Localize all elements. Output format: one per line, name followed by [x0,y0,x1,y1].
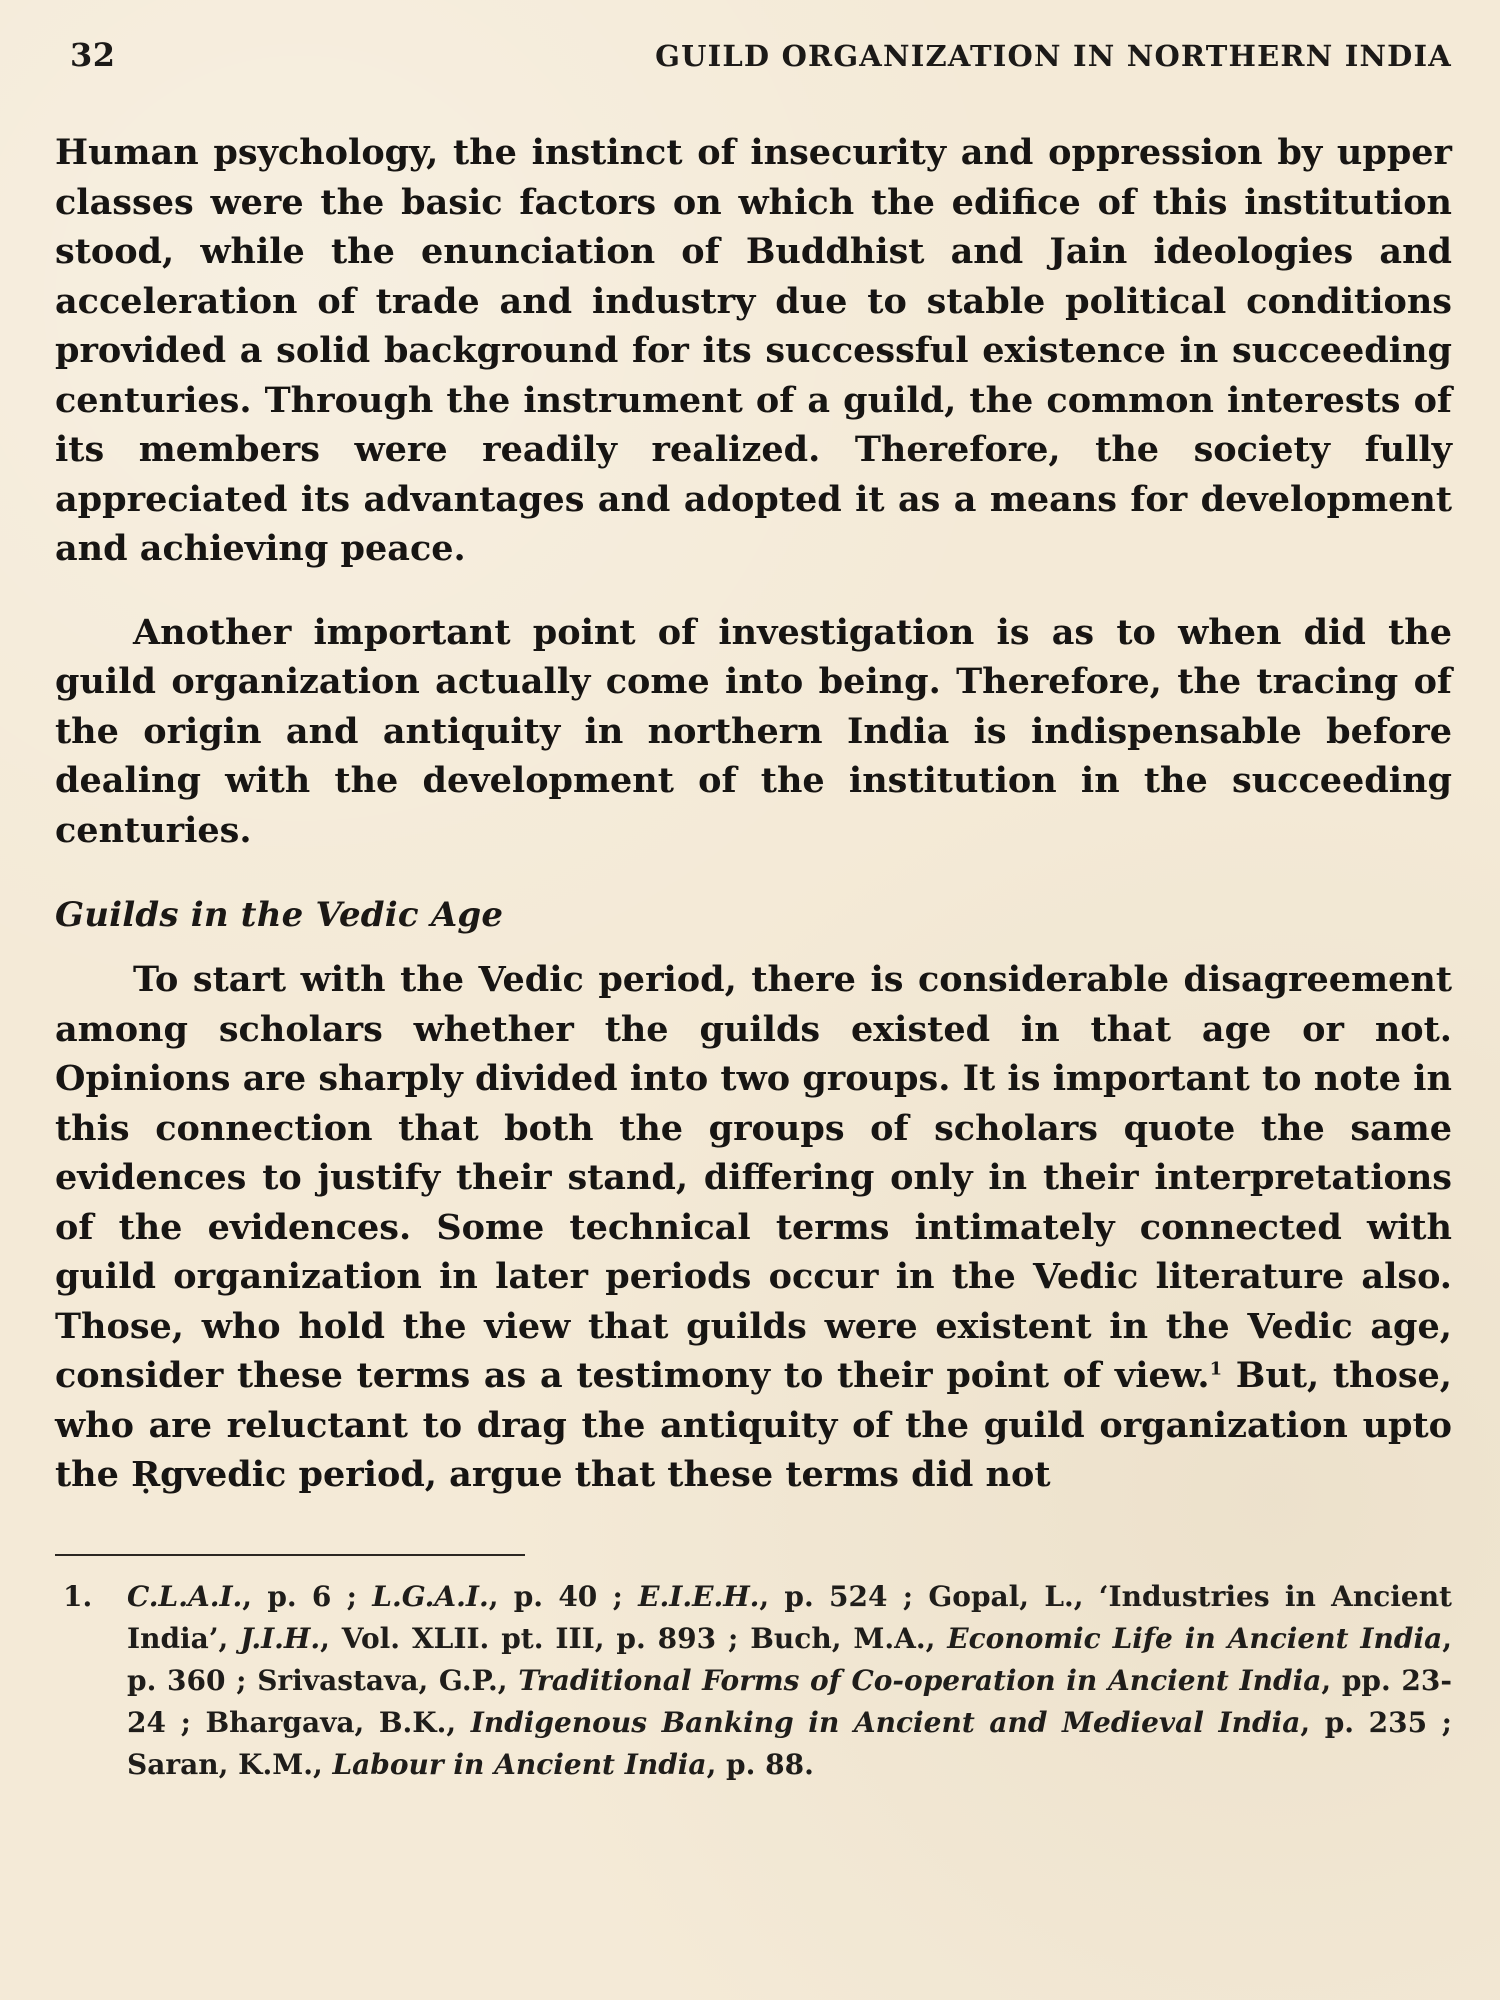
footnote-segment: , p. 524 ; Gopal, L., ‘Industries in Ancient India’, [127,1579,1452,1655]
footnote-segment: C.L.A.I. [127,1579,243,1613]
page-number: 32 [70,36,116,74]
footnote-segment: Traditional Forms of Co-operation in Ancient India [518,1663,1322,1697]
footnote-number: 1. [63,1579,93,1613]
running-head: GUILD ORGANIZATION IN NORTHERN INDIA [655,39,1452,73]
footnote-segment: Labour in Ancient India [332,1747,707,1781]
footnote-text [127,1576,1452,1786]
footnote-segment: , pp. 23-24 ; Bhargava, B.K., [127,1663,1453,1739]
footnote-segment: J.I.H. [240,1621,321,1655]
footnote-rule [55,1554,525,1556]
paragraph-1: Human psychology, the instinct of insecurity and oppression by upper classes were the basic factors on which the edifice of this institution stood, while the enunciation of Buddhist and Jain ideologies and acceleration of trade and industry due to stable political conditions provided a solid background for its successful existence in succeeding centuries. Through the instrument of a guild, the common interests of its members were readily realized. Therefore, the society fully appreciated its advantages and adopted it as a means for development and achieving peace. [55,132,1452,569]
footnote-segment: , p. 235 ; Saran, K.M., [127,1705,1452,1781]
section-heading: Guilds in the Vedic Age [55,895,504,935]
footnote-segment: , p. 360 ; Srivastava, G.P., [127,1621,1452,1697]
footnote-segment: E.I.E.H. [638,1579,760,1613]
footnote-reference: 1 [1209,1358,1223,1380]
footnote-segment: , p. 6 ; [242,1579,373,1613]
footnote-segment: L.G.A.I. [372,1579,489,1613]
footnote-segment: Indigenous Banking in Ancient and Medieval India [470,1705,1301,1739]
paragraph-3-text-after-footnote: But, those, who are reluctant to drag the antiquity of the guild organization upto the Ṛgvedic period, argue that these terms did not [55,1355,1452,1495]
paragraph-2: Another important point of investigation is as to when did the guild organization actually come into being. Therefore, the tracing of the origin and antiquity in northern India is indispensable before dealing with the development of the institution in the succeeding centuries. [55,611,1452,851]
footnote-segment: , p. 88. [706,1747,814,1781]
page-header [55,36,1452,100]
footnote [55,1576,1452,1786]
footnote-segment: , Vol. XLII. pt. III, p. 893 ; Buch, M.A., [320,1621,948,1655]
footnote-segment: Economic Life in Ancient India [947,1621,1443,1655]
paragraph-3-text-before-footnote: To start with the Vedic period, there is considerable disagreement among scholars whether the guilds existed in that age or not. Opinions are sharply divided into two groups. It is important to note in this connection that both the groups of scholars quote the same evidences to justify their stand, differing only in their interpretations of the evidences. Some technical terms intimately connected with guild organization in later periods occur in the Vedic literature also. Those, who hold the view that guilds were existent in the Vedic age, consider these terms as a testimony to their point of view. [55,959,1452,1396]
paragraph-3 [55,955,1452,1500]
footnote-segment: , p. 40 ; [488,1579,639,1613]
